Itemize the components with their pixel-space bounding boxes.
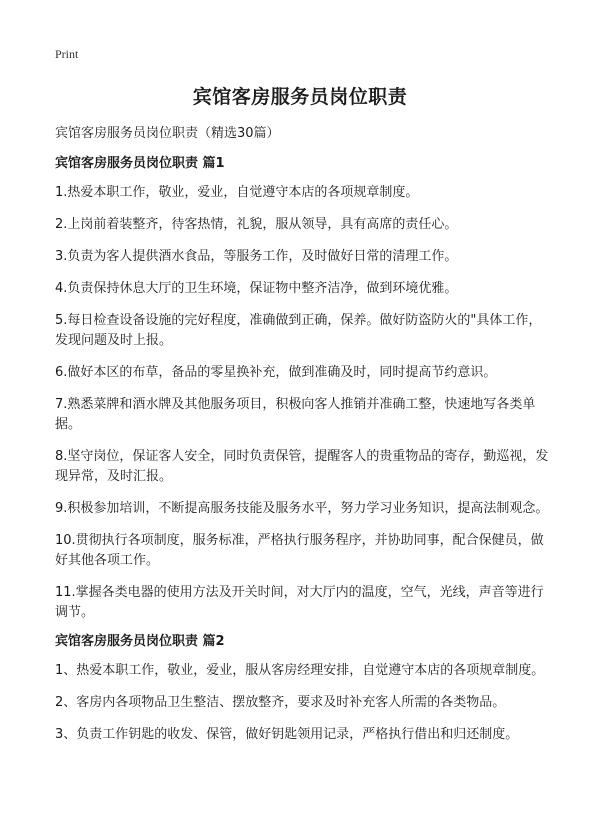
duty-item: 1.热爱本职工作，敬业，爱业，自觉遵守本店的各项规章制度。	[55, 185, 419, 200]
duty-item: 9.积极参加培训，不断提高服务技能及服务水平，努力学习业务知识，提高法制观念。	[55, 501, 549, 516]
duty-item: 2、客房内各项物品卫生整洁、摆放整齐，要求及时补充客人所需的各类物品。	[55, 695, 506, 710]
section-heading: 宾馆客房服务员岗位职责 篇1	[55, 156, 225, 171]
duty-item: 6.做好本区的布草，备品的零星换补充，做到准确及时，同时提高节约意识。	[55, 365, 497, 380]
duty-item: 5.每日检查设备设施的完好程度，准确做到正确，保养。做好防盗防火的"具体工作，发现问题及时上报。	[55, 313, 542, 348]
duty-item: 10.贯彻执行各项制度，服务标准，严格执行服务程序，并协助同事，配合保健员，做好其他各项工作。	[55, 533, 544, 568]
document-title: 宾馆客房服务员岗位职责	[192, 86, 408, 108]
print-link[interactable]: Print	[55, 47, 79, 61]
duty-item: 4.负责保持休息大厅的卫生环境，保证物中整齐洁净，做到环境优雅。	[55, 281, 458, 296]
duty-item: 3.负责为客人提供酒水食品，等服务工作，及时做好日常的清理工作。	[55, 249, 458, 264]
duty-item: 1、热爱本职工作，敬业，爱业，服从客房经理安排，自觉遵守本店的各项规章制度。	[55, 663, 545, 678]
section-2	[55, 630, 555, 757]
duty-item: 3、负责工作钥匙的收发、保管，做好钥匙领用记录，严格执行借出和归还制度。	[55, 727, 519, 742]
duty-item: 7.熟悉菜牌和酒水牌及其他服务项目，积极向客人推销并准确工整，快速地写各类单据。	[55, 397, 536, 432]
duty-item: 11.掌握各类电器的使用方法及开关时间，对大厅内的温度，空气，光线，声音等进行调节。	[55, 585, 544, 620]
document-subtitle: 宾馆客房服务员岗位职责（精选30篇）	[55, 126, 280, 141]
duty-item: 8.坚守岗位，保证客人安全，同时负责保管，提醒客人的贵重物品的寄存，勤巡视，发现异常，及时汇报。	[55, 449, 549, 484]
duty-item: 2.上岗前着装整齐，待客热情，礼貌，服从领导，具有高席的责任心。	[55, 217, 458, 232]
section-heading: 宾馆客房服务员岗位职责 篇2	[55, 634, 225, 649]
section-1	[55, 152, 555, 635]
